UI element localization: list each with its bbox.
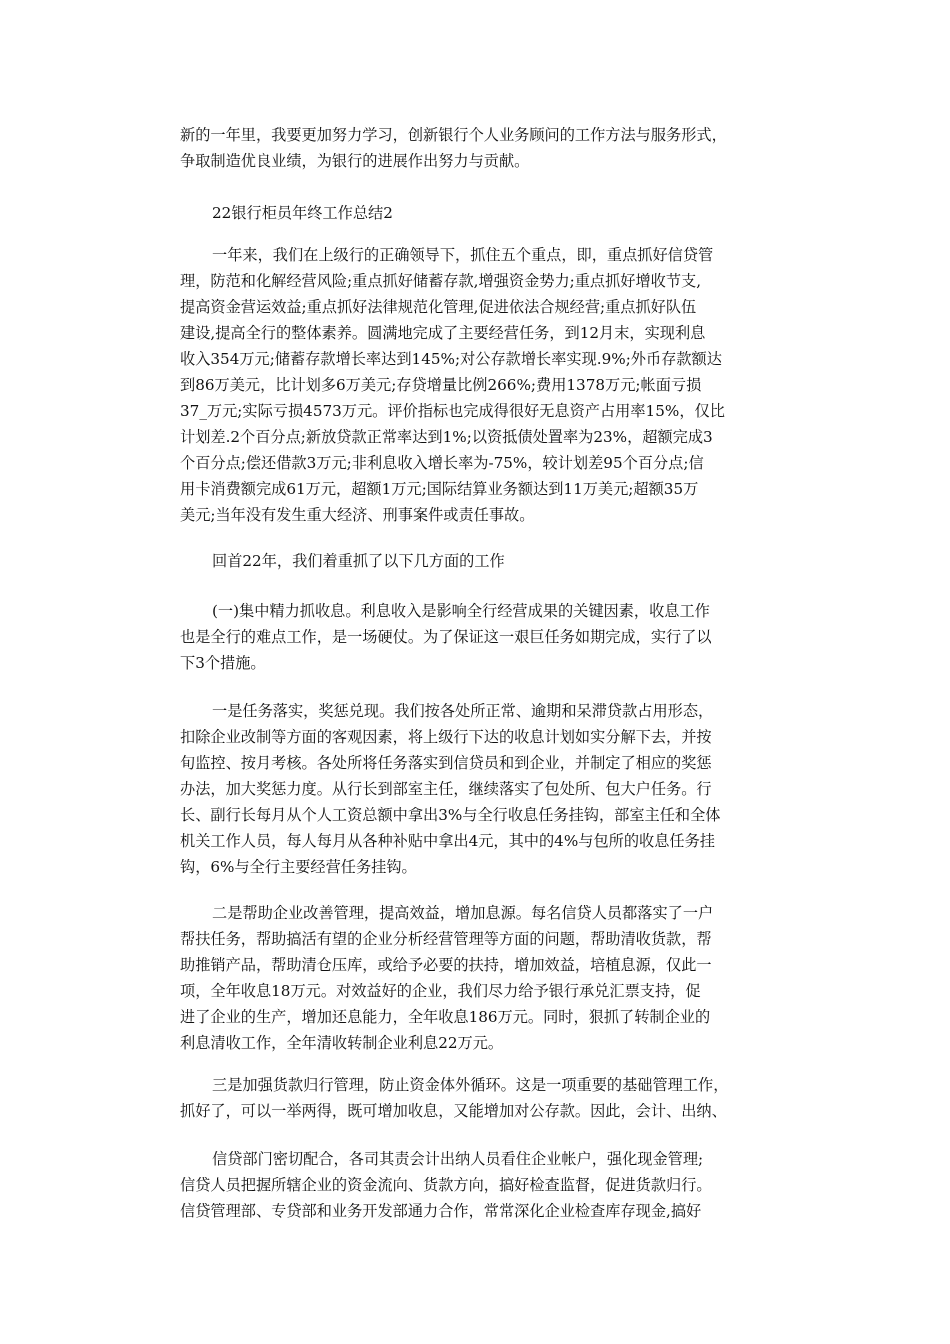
text-line: 信贷管理部、专贷部和业务开发部通力合作，常常深化企业检查库存现金,搞好 — [180, 1202, 702, 1220]
text-line: 理，防范和化解经营风险;重点抓好储蓄存款,增强资金势力;重点抓好增收节支, — [180, 272, 702, 290]
text-line: 回首22年，我们着重抓了以下几方面的工作 — [212, 552, 505, 570]
text-line: 帮扶任务，帮助搞活有望的企业分析经营管理等方面的问题，帮助清收货款，帮 — [180, 930, 712, 948]
text-line: 建设,提高全行的整体素养。圆满地完成了主要经营任务，到12月末，实现利息 — [180, 324, 706, 342]
text-line: (一)集中精力抓收息。利息收入是影响全行经营成果的关键因素，收息工作 — [212, 602, 710, 620]
text-line: 利息清收工作，全年清收转制企业利息22万元。 — [180, 1034, 504, 1052]
text-line: 抓好了，可以一举两得，既可增加收息，又能增加对公存款。因此，会计、出纳、 — [180, 1102, 727, 1120]
text-line: 用卡消费额完成61万元，超额1万元;国际结算业务额达到11万美元;超额35万 — [180, 480, 699, 498]
text-line: 长、副行长每月从个人工资总额中拿出3%与全行收息任务挂钩，部室主任和全体 — [180, 806, 721, 824]
text-line: 计划差.2个百分点;新放贷款正常率达到1%;以资抵债处置率为23%，超额完成3 — [180, 428, 713, 446]
text-line: 收入354万元;储蓄存款增长率达到145%;对公存款增长率实现.9%;外币存款额达 — [180, 350, 722, 368]
text-line: 机关工作人员，每人每月从各种补贴中拿出4元，其中的4%与包所的收息任务挂 — [180, 832, 715, 850]
heading-text: 22银行柜员年终工作总结2 — [212, 204, 393, 222]
text-line: 也是全行的难点工作，是一场硬仗。为了保证这一艰巨任务如期完成，实行了以 — [180, 628, 712, 646]
paragraph-closing-intro — [180, 122, 780, 174]
paragraph-measure-one — [180, 698, 780, 880]
text-line: 项，全年收息18万元。对效益好的企业，我们尽力给予银行承兑汇票支持，促 — [180, 982, 701, 1000]
text-line: 美元;当年没有发生重大经济、刑事案件或责任事故。 — [180, 506, 535, 524]
paragraph-measure-two — [180, 900, 780, 1056]
paragraph-annual-summary — [180, 242, 780, 528]
text-line: 办法，加大奖惩力度。从行长到部室主任，继续落实了包处所、包大户任务。行 — [180, 780, 712, 798]
text-line: 下3个措施。 — [180, 654, 266, 672]
text-line: 信贷人员把握所辖企业的资金流向、货款方向，搞好检查监督，促进货款归行。 — [180, 1176, 712, 1194]
text-line: 扣除企业改制等方面的客观因素，将上级行下达的收息计划如实分解下去，并按 — [180, 728, 712, 746]
text-line: 信贷部门密切配合，各司其责会计出纳人员看住企业帐户，强化现金管理; — [212, 1150, 704, 1168]
text-line: 一年来，我们在上级行的正确领导下，抓住五个重点，即，重点抓好信贷管 — [212, 246, 714, 264]
section-heading — [180, 200, 780, 226]
paragraph-review-heading — [180, 548, 780, 574]
text-line: 二是帮助企业改善管理，提高效益，增加息源。每名信贷人员都落实了一户 — [212, 904, 714, 922]
paragraph-measure-three — [180, 1072, 780, 1124]
text-line: 37_万元;实际亏损4573万元。评价指标也完成得很好无息资产占用率15%，仅比 — [180, 402, 725, 420]
text-line: 钩，6%与全行主要经营任务挂钩。 — [180, 858, 417, 876]
text-line: 新的一年里，我要更加努力学习，创新银行个人业务顾问的工作方法与服务形式， — [180, 126, 727, 144]
text-line: 旬监控、按月考核。各处所将任务落实到信贷员和到企业，并制定了相应的奖惩 — [180, 754, 712, 772]
text-line: 争取制造优良业绩，为银行的进展作出努力与贡献。 — [180, 152, 530, 170]
text-line: 进了企业的生产，增加还息能力，全年收息186万元。同时，狠抓了转制企业的 — [180, 1008, 711, 1026]
text-line: 提高资金营运效益;重点抓好法律规范化管理,促进依法合规经营;重点抓好队伍 — [180, 298, 697, 316]
paragraph-measure-three-continued — [180, 1146, 780, 1224]
text-line: 三是加强货款归行管理，防止资金体外循环。这是一项重要的基础管理工作， — [212, 1076, 729, 1094]
text-line: 一是任务落实，奖惩兑现。我们按各处所正常、逾期和呆滞贷款占用形态， — [212, 702, 714, 720]
text-line: 个百分点;偿还借款3万元;非利息收入增长率为-75%，较计划差95个百分点;信 — [180, 454, 704, 472]
paragraph-interest-focus — [180, 598, 780, 676]
text-line: 助推销产品，帮助清仓压库，或给予必要的扶持，增加效益，培植息源，仅此一 — [180, 956, 712, 974]
text-line: 到86万美元，比计划多6万美元;存贷增量比例266%;费用1378万元;帐面亏损 — [180, 376, 702, 394]
